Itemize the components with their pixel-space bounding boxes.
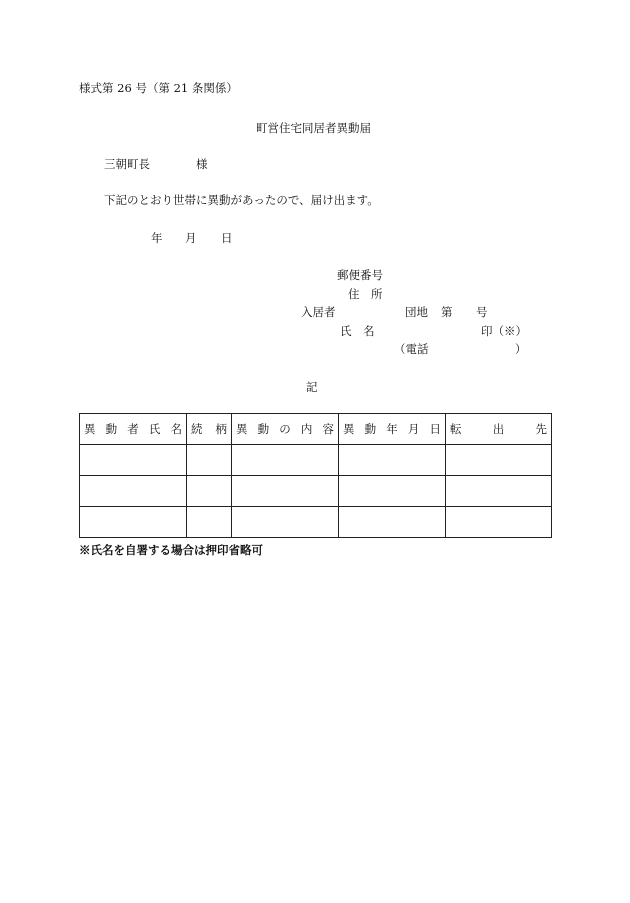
change-table [79, 413, 552, 538]
name-label: 氏 名 [340, 324, 375, 338]
phone-close-paren: ） [515, 342, 527, 356]
seal-label: 印（※） [481, 324, 527, 338]
table-cell[interactable] [339, 476, 446, 507]
table-cell[interactable] [187, 445, 232, 476]
gou-label: 号 [476, 305, 488, 319]
form-number: 様式第 26 号（第 21 条関係） [79, 81, 238, 95]
resident-label: 入居者 [301, 305, 336, 319]
table-cell[interactable] [80, 507, 187, 538]
addressee-honorific: 様 [196, 157, 208, 171]
header-destination: 転出先 [446, 414, 552, 445]
table-row [80, 476, 552, 507]
table-cell[interactable] [80, 476, 187, 507]
header-change-details: 異動の内容 [232, 414, 339, 445]
table-cell[interactable] [232, 445, 339, 476]
danchi-label: 団地 [405, 305, 428, 319]
header-relationship: 続柄 [187, 414, 232, 445]
footnote: ※氏名を自署する場合は押印省略可 [79, 543, 263, 557]
address-label: 住 所 [348, 287, 383, 301]
ki-label: 記 [306, 380, 318, 394]
table-cell[interactable] [446, 507, 552, 538]
dai-label: 第 [441, 305, 453, 319]
table-header-row [80, 414, 552, 445]
date-month-label: 月 [185, 231, 197, 245]
table-cell[interactable] [80, 445, 187, 476]
header-change-date: 異動年月日 [339, 414, 446, 445]
addressee-name: 三朝町長 [104, 157, 150, 171]
header-changed-person-name: 異動者氏名 [80, 414, 187, 445]
table-cell[interactable] [187, 507, 232, 538]
date-day-label: 日 [221, 231, 233, 245]
table-cell[interactable] [446, 476, 552, 507]
table-row [80, 445, 552, 476]
statement-text: 下記のとおり世帯に異動があったので、届け出ます。 [104, 193, 379, 207]
date-year-label: 年 [151, 231, 163, 245]
postal-code-label: 郵便番号 [337, 268, 383, 282]
table-cell[interactable] [232, 507, 339, 538]
table-cell[interactable] [446, 445, 552, 476]
table-cell[interactable] [339, 445, 446, 476]
phone-label: （電話 [394, 342, 429, 356]
table-cell[interactable] [339, 507, 446, 538]
table-row [80, 507, 552, 538]
document-title: 町営住宅同居者異動届 [256, 121, 371, 135]
table-cell[interactable] [232, 476, 339, 507]
table-cell[interactable] [187, 476, 232, 507]
